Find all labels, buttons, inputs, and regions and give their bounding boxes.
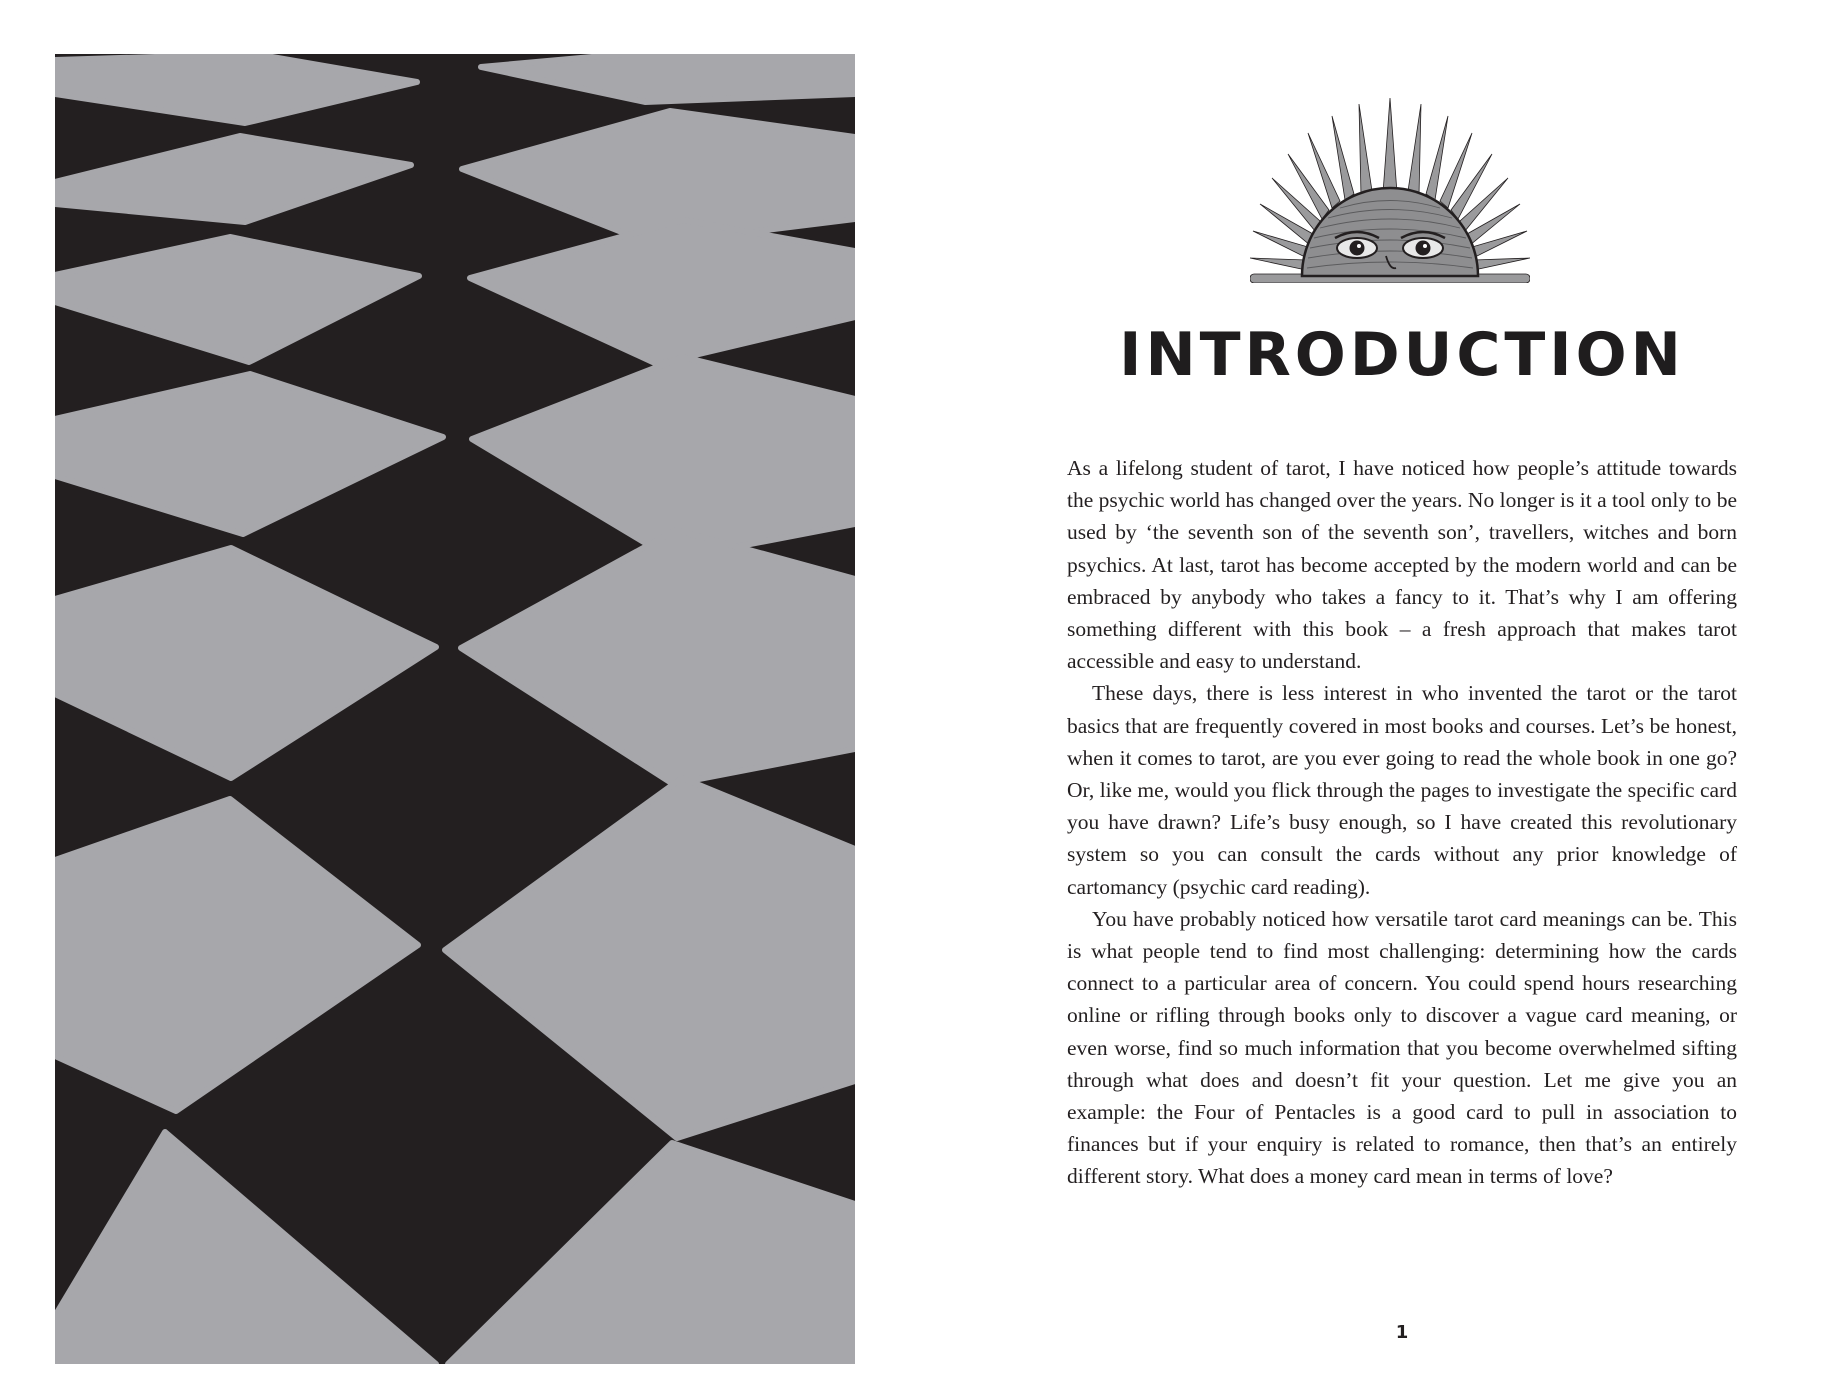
right-page (1000, 0, 1826, 1396)
page-number: 1 (1395, 1322, 1409, 1343)
paragraph: You have probably noticed how versatile tarot card meanings can be. This is what people tend to find most challenging: determining how the cards connect to a particular area of concern. You could spend hours researching online or rifling through books only to discover a vague card meaning, or even worse, find so much information that you become overwhelmed sifting through what does and doesn’t fit your question. Let me give you an example: the Four of Pentacles is a good card to pull in association to finances but if your enquiry is related to romance, then that’s an entirely different story. What does a money card mean in terms of love? (1067, 906, 1737, 1189)
paragraph: As a lifelong student of tarot, I have noticed how people’s attitude towards the psychic world has changed over the years. No longer is it a tool only to be used by ‘the seventh son of the seventh son’, travellers, witches and born psychics. At last, tarot has become accepted by the modern world and can be embraced by anybody who takes a fancy to it. That’s why I am offering something different with this book – a fresh approach that makes tarot accessible and easy to understand. (1067, 456, 1737, 674)
rising-sun-with-eyes-icon (1250, 98, 1530, 283)
body-text (1067, 452, 1737, 1193)
checkerboard-floor-illustration (55, 54, 855, 1364)
paragraph: These days, there is less interest in who invented the tarot or the tarot basics that are frequently covered in most books and courses. Let’s be honest, when it comes to tarot, are you ever going to read the whole book in one go? Or, like me, would you flick through the pages to investigate the specific card you have drawn? Life’s busy enough, so I have created this revolutionary system so you can consult the cards without any prior knowledge of cartomancy (psychic card reading). (1067, 681, 1737, 899)
chapter-title: INTRODUCTION (1119, 320, 1685, 390)
checkerboard-svg (55, 54, 855, 1364)
